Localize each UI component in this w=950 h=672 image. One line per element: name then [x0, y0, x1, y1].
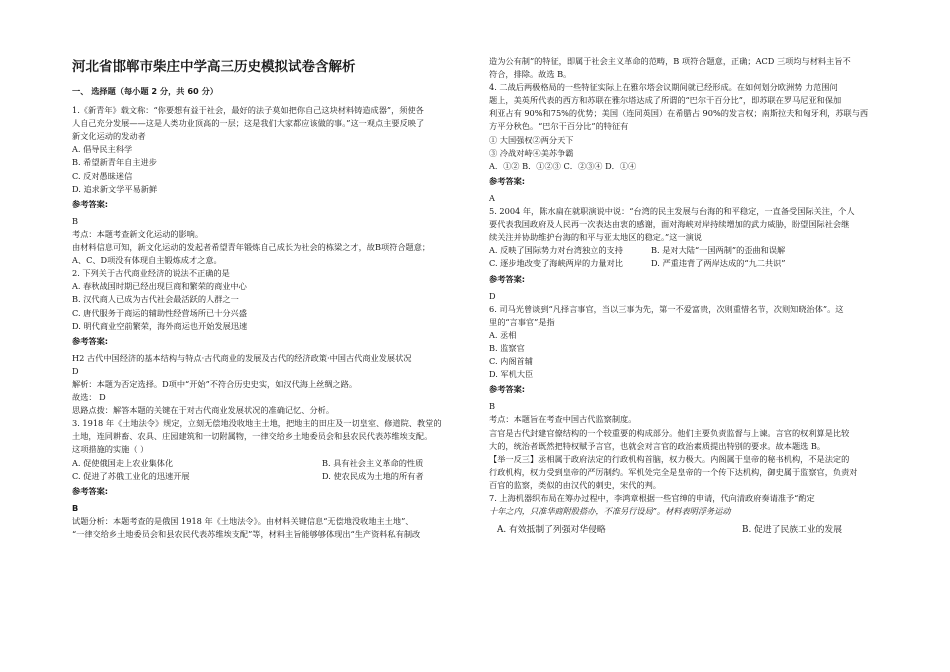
q7-stem-line: 7. 上海机器织布局在筹办过程中，李鸿章根据一些官绅的申请，代向清政府奏请准予“酌定	[489, 493, 815, 503]
q6-explanation: 言官是古代封建官僚结构的一个较重要的构成部分。他们主要负责监督与上谏。言官的权利算是比较	[489, 427, 850, 438]
q6-answer: B	[489, 401, 496, 412]
q5-stem-line: 续关注并协助维护台海的和平与亚太地区的稳定。”这一演说	[489, 232, 702, 243]
q1-stem-line: 人自己充分发展——这是人类功业顶高的一层；这是我们大家都应该做的事。”这一观点主要反映了	[72, 118, 425, 129]
q6-explanation: 大的，统治者既然把特权赋予言官，也就会对言官的政治素质提出特别的要求。故本题选 B。	[489, 440, 826, 451]
q6-stem-line: 里的“言事官”是指	[489, 316, 555, 327]
question-4	[489, 81, 881, 205]
q3-options-row	[72, 470, 464, 483]
q3-stem-line: 这项措施的实施（ ）	[72, 444, 149, 455]
left-column	[72, 58, 464, 541]
q7-options-row	[489, 524, 881, 537]
q1-answer: B	[72, 215, 79, 226]
q1-option: D. 追求新文学平易新鲜	[72, 183, 158, 194]
q2-explanation: 解析：本题为否定选择。D项中“开始”不符合历史史实，如汉代海上丝绸之路。	[72, 378, 358, 389]
answer-label: 参考答案:	[72, 335, 109, 346]
q5-stem-line: 5. 2004 年，陈水扁在就职演说中说：“台湾的民主发展与台海的和平稳定，一直备受国际关注，个人	[489, 206, 855, 217]
answer-label: 参考答案:	[489, 273, 526, 284]
answer-label: 参考答案:	[489, 175, 526, 186]
q3-option: A. 促使俄国走上农业集体化	[72, 457, 174, 468]
q7-stem-line: 十年之内，只准华商附股搭办，不准另行设局”。材料表明浮务运动	[489, 506, 731, 517]
q1-explanation: 考点：本题考查新文化运动的影响。	[72, 228, 204, 239]
q5-option: B. 是对大陆“一国两制”的歪曲和误解	[651, 245, 786, 256]
q6-explanation: 百官的监察，类似的由汉代的刺史，宋代的判。	[489, 479, 661, 490]
q2-option: C. 唐代服务于商运的辅助性经营场所已十分兴盛	[72, 307, 247, 318]
q6-option: D. 军机大臣	[489, 369, 534, 380]
q1-stem-line: 新文化运动的发动者	[72, 131, 146, 142]
q6-explanation: 考点：本题旨在考查中国古代监察制度。	[489, 414, 637, 425]
q3-options-row	[72, 457, 464, 470]
q7-option: A. 有效抵制了列强对华侵略	[497, 525, 606, 536]
q7-option: B. 促进了民族工业的发展	[742, 525, 843, 536]
q6-option: C. 内阁首辅	[489, 356, 533, 367]
q3-stem-line: 土地，连同耕畜、农具、庄园建筑和一切附属物，一律交给乡土地委员会和县农民代表苏维埃支配。	[72, 431, 433, 442]
q6-explanation: 【举一反三】丞相属于政府法定的行政机构首脑，权力极大。内阁属于皇帝的秘书机构，不是法定的	[489, 453, 850, 464]
q1-explanation: A、C、D项没有体现自主锻炼成才之意。	[72, 255, 222, 266]
question-6	[489, 303, 881, 492]
q2-explanation: H2 古代中国经济的基本结构与特点·古代商业的发展及古代的经济政策·中国古代商业发展状况	[72, 352, 412, 363]
q1-option: A. 倡导民主科学	[72, 144, 133, 155]
q1-stem-line: 1.《新青年》载文称：“你要想有益于社会，最好的法子莫如把你自己这块材料铸造成器”，须使各	[72, 105, 424, 116]
q5-option: A. 反映了国际势力对台湾独立的支持	[489, 245, 623, 256]
section-heading: 一、 选择题（每小题 2 分，共 60 分）	[72, 86, 218, 96]
question-5	[489, 205, 881, 303]
q1-explanation: 由材料信息可知，新文化运动的发起者希望青年锻炼自己成长为社会的栋梁之才，故B项符合题意；	[72, 242, 431, 253]
answer-label: 参考答案:	[489, 384, 526, 395]
q3-explanation: 试题分析：本题考查的是俄国 1918 年《土地法令》。由材料关键信息“无偿地没收地主土地”、	[72, 515, 414, 526]
q2-option: B. 汉代商人已成为古代社会最活跃的人群之一	[72, 294, 239, 305]
page-title: 河北省邯郸市柴庄中学高三历史模拟试卷含解析	[72, 59, 356, 75]
q5-option: C. 逐步地改变了海峡两岸的力量对比	[489, 258, 623, 269]
q3-answer: B	[72, 502, 79, 513]
q4-stem-line: 4. 二战后两极格局的一些特征实际上在雅尔塔会议期间就已经形成。在如何划分欧洲势 力范围问	[489, 82, 838, 93]
q3-explanation: “一律交给乡土地委员会和县农民代表苏维埃支配”等，材料主旨能够够体现出“生产资料私有制改	[72, 529, 421, 539]
right-column	[489, 55, 881, 537]
q4-item: ① 大国强权②两分天下	[489, 134, 574, 145]
q6-stem-line: 6. 司马光曾谈到“凡择言事官，当以三事为先，第一不爱富贵，次则重惜名节，次则知晓治体”。这	[489, 303, 844, 314]
q2-explanation: 故选： D	[72, 392, 106, 403]
q3-option: C. 促进了苏俄工业化的迅速开展	[72, 470, 190, 481]
q4-stem-line: 题上，美英所代表的西方和苏联在雅尔塔达成了所谓的“巴尔干百分比”，即苏联在罗马尼亚和保加	[489, 95, 842, 106]
q6-option: A. 丞相	[489, 329, 517, 340]
question-7	[489, 492, 881, 537]
q5-options-row	[489, 244, 881, 257]
q1-option: C. 反对愚昧迷信	[72, 170, 133, 181]
q2-answer: D	[72, 365, 79, 376]
q3-option: B. 具有社会主义革命的性质	[322, 457, 424, 468]
q1-option: B. 希望新青年自主进步	[72, 157, 157, 168]
q5-answer: D	[489, 290, 496, 301]
q5-option: D. 严重违背了两岸达成的“九二共识”	[651, 258, 786, 269]
q4-options: A．①② B．①②③ C．②③④ D．①④	[489, 160, 637, 171]
answer-label: 参考答案:	[72, 485, 109, 496]
q4-stem-line: 利亚占有 90%和75%的优势；美国（连同英国）在希腊占 90%的发言权；南斯拉夫和匈牙利，苏联与西	[489, 108, 869, 119]
q6-explanation: 行政机构，权力受到皇帝的严厉制约。军机处完全是皇帝的一个传下达机构，御史属于监察官，负责对	[489, 466, 858, 477]
q2-option: D. 明代商业空前繁荣，海外商运也开始发展迅速	[72, 320, 248, 331]
q4-item: ③ 冷战对峙④美苏争霸	[489, 147, 574, 158]
q3-explanation: 造为公有制”的特征，即属于社会主义革命的范畴，B 项符合题意，正确；ACD 三项均与材料主旨不	[489, 56, 851, 66]
q2-option: A. 春秋战国时期已经出现巨商和繁荣的商业中心	[72, 281, 247, 292]
question-2	[72, 267, 464, 417]
q6-option: B. 监察官	[489, 342, 525, 353]
q2-stem: 2. 下列关于古代商业经济的说法不正确的是	[72, 268, 230, 279]
q3-stem-line: 3. 1918 年《土地法令》规定，立刻无偿地没收地主土地，把地主的田庄及一切皇室、修道院、教堂的	[72, 418, 442, 429]
q3-option: D. 使农民成为土地的所有者	[322, 470, 424, 481]
q4-answer: A	[489, 192, 495, 203]
question-3	[72, 417, 464, 541]
q3-explanation: 符合，排除。故选 B。	[489, 69, 572, 80]
q5-options-row	[489, 257, 881, 270]
answer-label: 参考答案:	[72, 198, 109, 209]
q4-stem-line: 方平分秋色。“巴尔干百分比”的特征有	[489, 121, 629, 132]
q5-stem-line: 要代表我国政府及人民再一次表达由衷的感谢，面对海峡对岸持续增加的武力威胁，盼望国际社会继	[489, 219, 850, 230]
q2-explanation: 思路点拨：解答本题的关键在于对古代商业发展状况的准确记忆、分析。	[72, 405, 335, 416]
question-1	[72, 104, 464, 267]
